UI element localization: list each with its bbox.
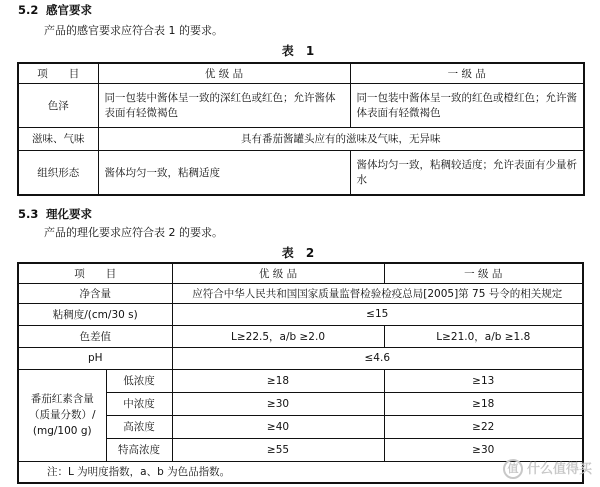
cell-first: ≥22: [384, 415, 583, 438]
row-label: 色差值: [18, 325, 172, 347]
table-row: [18, 150, 584, 195]
cell-first: 同一包装中酱体呈一致的红色或橙红色；允许酱体表面有轻微褐色: [350, 83, 584, 127]
table-row: [18, 369, 583, 392]
section-heading-5-2: [18, 2, 92, 18]
lycopene-label-line: （质量分数）/: [28, 409, 96, 421]
level-label: 特高浓度: [106, 438, 172, 461]
table-row: [18, 325, 583, 347]
cell-first: L≥21.0，a/b ≥1.8: [384, 325, 583, 347]
cell-premium: L≥22.5，a/b ≥2.0: [172, 325, 384, 347]
row-label: 滋味、气味: [18, 127, 98, 150]
table1-header-row: [18, 63, 584, 83]
table-row: [18, 347, 583, 369]
section-paragraph: 产品的理化要求应符合表 2 的要求。: [44, 226, 223, 239]
header-premium: 优 级 品: [172, 263, 384, 283]
table-row: [18, 283, 583, 303]
cell-premium: 酱体均匀一致，粘稠适度: [98, 150, 350, 195]
header-item: 项 目: [18, 263, 172, 283]
cell-merged: 应符合中华人民共和国国家质量监督检验检疫总局[2005]第 75 号令的相关规定: [172, 283, 583, 303]
watermark-logo-icon: 值: [503, 459, 523, 479]
row-label: pH: [18, 347, 172, 369]
table-row: [18, 127, 584, 150]
cell-merged: ≤15: [172, 303, 583, 325]
watermark-text: 什么值得买: [526, 461, 592, 477]
level-label: 中浓度: [106, 392, 172, 415]
row-label: 组织形态: [18, 150, 98, 195]
section-heading-5-3: [18, 206, 92, 222]
header-first: 一 级 品: [384, 263, 583, 283]
table-row: [18, 303, 583, 325]
table-note-row: [18, 461, 583, 483]
table2: [17, 262, 584, 484]
section-title: 感官要求: [46, 3, 92, 17]
header-item: 项 目: [18, 63, 98, 83]
cell-first: 酱体均匀一致，粘稠较适度；允许表面有少量析水: [350, 150, 584, 195]
level-label: 低浓度: [106, 369, 172, 392]
cell-premium: ≥55: [172, 438, 384, 461]
cell-premium: ≥30: [172, 392, 384, 415]
table2-header-row: [18, 263, 583, 283]
section-number: 5.2: [18, 3, 39, 17]
table-note: 注：L 为明度指数，a、b 为色品指数。: [18, 461, 583, 483]
row-label: 色泽: [18, 83, 98, 127]
cell-premium: ≥40: [172, 415, 384, 438]
table2-caption: 表 2: [281, 246, 319, 260]
table-row: [18, 83, 584, 127]
cell-first: ≥18: [384, 392, 583, 415]
cell-premium: 同一包装中酱体呈一致的深红色或红色；允许酱体表面有轻微褐色: [98, 83, 350, 127]
header-first: 一 级 品: [350, 63, 584, 83]
section-paragraph: 产品的感官要求应符合表 1 的要求。: [44, 24, 223, 37]
cell-merged: ≤4.6: [172, 347, 583, 369]
table1-caption: 表 1: [281, 44, 319, 58]
cell-first: ≥13: [384, 369, 583, 392]
header-premium: 优 级 品: [98, 63, 350, 83]
table1: [17, 62, 585, 196]
row-label: 粘稠度/(cm/30 s): [18, 303, 172, 325]
lycopene-label-line: (mg/100 g): [32, 425, 92, 437]
section-number: 5.3: [18, 207, 39, 221]
cell-first: ≥30: [384, 438, 583, 461]
lycopene-label-line: 番茄红素含量: [30, 393, 94, 405]
row-label: 净含量: [18, 283, 172, 303]
level-label: 高浓度: [106, 415, 172, 438]
cell-merged: 具有番茄酱罐头应有的滋味及气味，无异味: [98, 127, 584, 150]
cell-premium: ≥18: [172, 369, 384, 392]
watermark: [503, 458, 592, 480]
lycopene-label: [18, 369, 106, 461]
section-title: 理化要求: [46, 207, 92, 221]
